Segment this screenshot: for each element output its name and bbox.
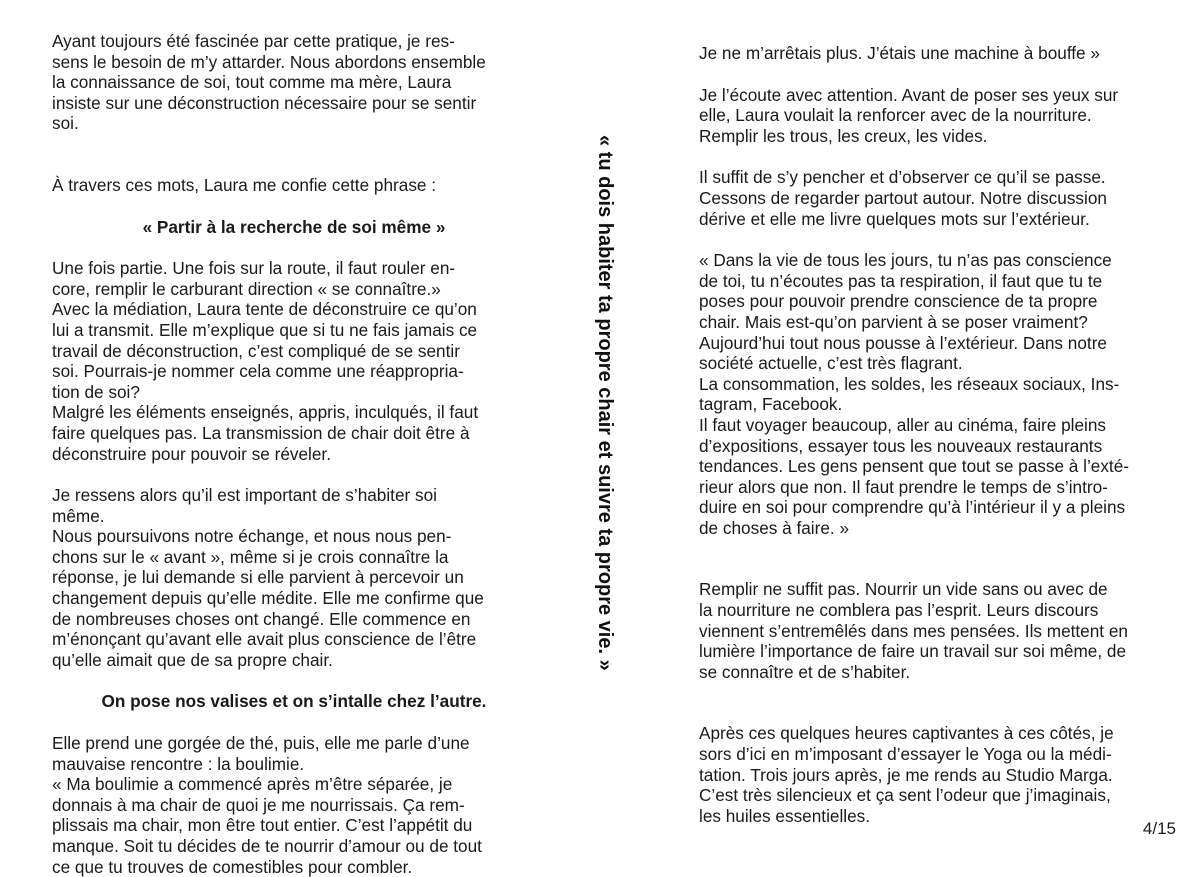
text-line: chair. Mais est-qu’on parvient à se poser vraiment? [699,311,1088,332]
paragraph [52,175,536,196]
text-line: Avec la médiation, Laura tente de déconstruire ce qu’on [52,299,477,320]
text-line: Elle prend une gorgée de thé, puis, elle me parle d’une [52,733,470,754]
text-line: Je ressens alors qu’il est important de s’habiter soi [52,485,437,506]
paragraph [699,43,1179,64]
text-line: se connaître et de s’habiter. [699,661,911,682]
right-column [699,43,1179,826]
text-line: chons sur le « avant », même si je crois connaître la [52,546,449,567]
text-line: Après ces quelques heures captivantes à ces côtés, je [699,723,1114,744]
text-line: dérive et elle me livre quelques mots sur l’extérieur. [699,208,1090,229]
text-line: plissais ma chair, mon être tout entier. C’est l’appétit du [52,815,473,836]
paragraph [52,31,536,134]
text-line: soi. Pourrais-je nommer cela comme une réappropria- [52,361,464,382]
text-line: core, remplir le carburant direction « se connaître.» [52,278,441,299]
text-line: de choses à faire. » [699,517,850,538]
paragraph [699,723,1179,826]
text-line: les huiles essentielles. [699,805,871,826]
text-line: C’est très silencieux et ça sent l’odeur que j’imaginais, [699,785,1111,806]
paragraph [699,250,1179,538]
text-line: « Dans la vie de tous les jours, tu n’as pas conscience [699,250,1112,271]
text-line: À travers ces mots, Laura me confie cette phrase : [52,174,437,195]
page-number: 4/15 [1142,819,1176,838]
text-line: mauvaise rencontre : la boulimie. [52,753,305,774]
text-line: Ayant toujours été fascinée par cette pratique, je res- [52,31,455,51]
text-line: poses pour pouvoir prendre conscience de ta propre [699,291,1098,312]
text-line: travail de déconstruction, c’est compliqué de se sentir [52,340,460,361]
pull-quote: « Partir à la recherche de soi même » [142,216,446,237]
left-column [52,31,536,877]
text-line: Une fois partie. Une fois sur la route, il faut rouler en- [52,258,456,279]
text-line: insiste sur une déconstruction nécessaire pour se sentir [52,92,477,113]
text-line: la connaissance de soi, tout comme ma mère, Laura [52,72,452,93]
text-line: sens le besoin de m’y attarder. Nous abordons ensemble [52,51,486,72]
text-line: elle, Laura voulait la renforcer avec de la nourriture. [699,105,1092,126]
text-line: duire en soi pour comprendre qu’à l’intérieur il y a pleins [699,497,1126,518]
vertical-quote: « tu dois habiter ta propre chair et suivre ta propre vie. » [594,135,616,671]
text-line: faire quelques pas. La transmission de chair doit être à [52,422,470,443]
paragraph [52,733,536,877]
paragraph [52,258,536,464]
text-line: tendances. Les gens pensent que tout se passe à l’exté- [699,456,1129,477]
text-line: Cessons de regarder partout autour. Notre discussion [699,187,1107,208]
text-line: Malgré les éléments enseignés, appris, inculqués, il faut [52,402,479,423]
text-line: rieur alors que non. Il faut prendre le temps de s’intro- [699,476,1108,497]
text-line: m’énonçant qu’avant elle avait plus conscience de l’être [52,629,477,650]
text-line: manque. Soit tu décides de te nourrir d’amour ou de tout [52,836,482,856]
text-line: soi. [52,113,79,134]
text-line: sors d’ici en m’imposant d’essayer le Yoga ou la médi- [699,744,1112,765]
pull-quote: On pose nos valises et on s’intalle chez l’autre. [101,691,487,712]
text-line: Il faut voyager beaucoup, aller au cinéma, faire pleins [699,414,1107,435]
text-line: de toi, tu n’écoutes pas ta respiration, il faut que tu te [699,270,1103,291]
text-line: Remplir les trous, les creux, les vides. [699,125,988,146]
paragraph [52,485,536,670]
text-line: d’expositions, essayer tous les nouveaux restaurants [699,435,1103,456]
text-line: même. [52,505,105,526]
text-line: Nous poursuivons notre échange, et nous nous pen- [52,526,452,547]
text-line: Je l’écoute avec attention. Avant de poser ses yeux sur [699,84,1119,105]
text-line: changement depuis qu’elle médite. Elle me confirme que [52,588,484,609]
text-line: société actuelle, c’est très flagrant. [699,353,963,374]
text-line: ce que tu trouves de comestibles pour combler. [52,856,413,877]
text-line: « Ma boulimie a commencé après m’être séparée, je [52,774,453,795]
text-line: tion de soi? [52,381,140,402]
text-line: viennent s’entremêlés dans mes pensées. Ils mettent en [699,620,1128,641]
text-line: donnais à ma chair de quoi je me nourrissais. Ça rem- [52,794,465,815]
text-line: Je ne m’arrêtais plus. J’étais une machine à bouffe » [699,43,1100,63]
text-line: Aujourd’hui tout nous pousse à l’extérieur. Dans notre [699,332,1107,353]
text-line: La consommation, les soldes, les réseaux sociaux, Ins- [699,373,1120,394]
text-line: qu’elle aimait que de sa propre chair. [52,649,333,670]
text-line: réponse, je lui demande si elle parvient à percevoir un [52,567,464,588]
text-line: déconstruire pour pouvoir se réveler. [52,443,331,464]
text-line: Remplir ne suffit pas. Nourrir un vide sans ou avec de [699,579,1108,600]
text-line: lumière l’importance de faire un travail sur soi même, de [699,641,1127,662]
text-line: Il suffit de s’y pencher et d’observer ce qu’il se passe. [699,167,1106,188]
text-line: la nourriture ne comblera pas l’esprit. Leurs discours [699,600,1099,621]
text-line: lui a transmit. Elle m’explique que si tu ne fais jamais ce [52,319,478,340]
text-line: de nombreuses choses ont changé. Elle commence en [52,608,471,629]
text-line: tation. Trois jours après, je me rends au Studio Marga. [699,764,1113,785]
paragraph [699,167,1179,229]
text-line: tagram, Facebook. [699,394,843,415]
paragraph [699,579,1179,682]
paragraph [699,85,1179,147]
